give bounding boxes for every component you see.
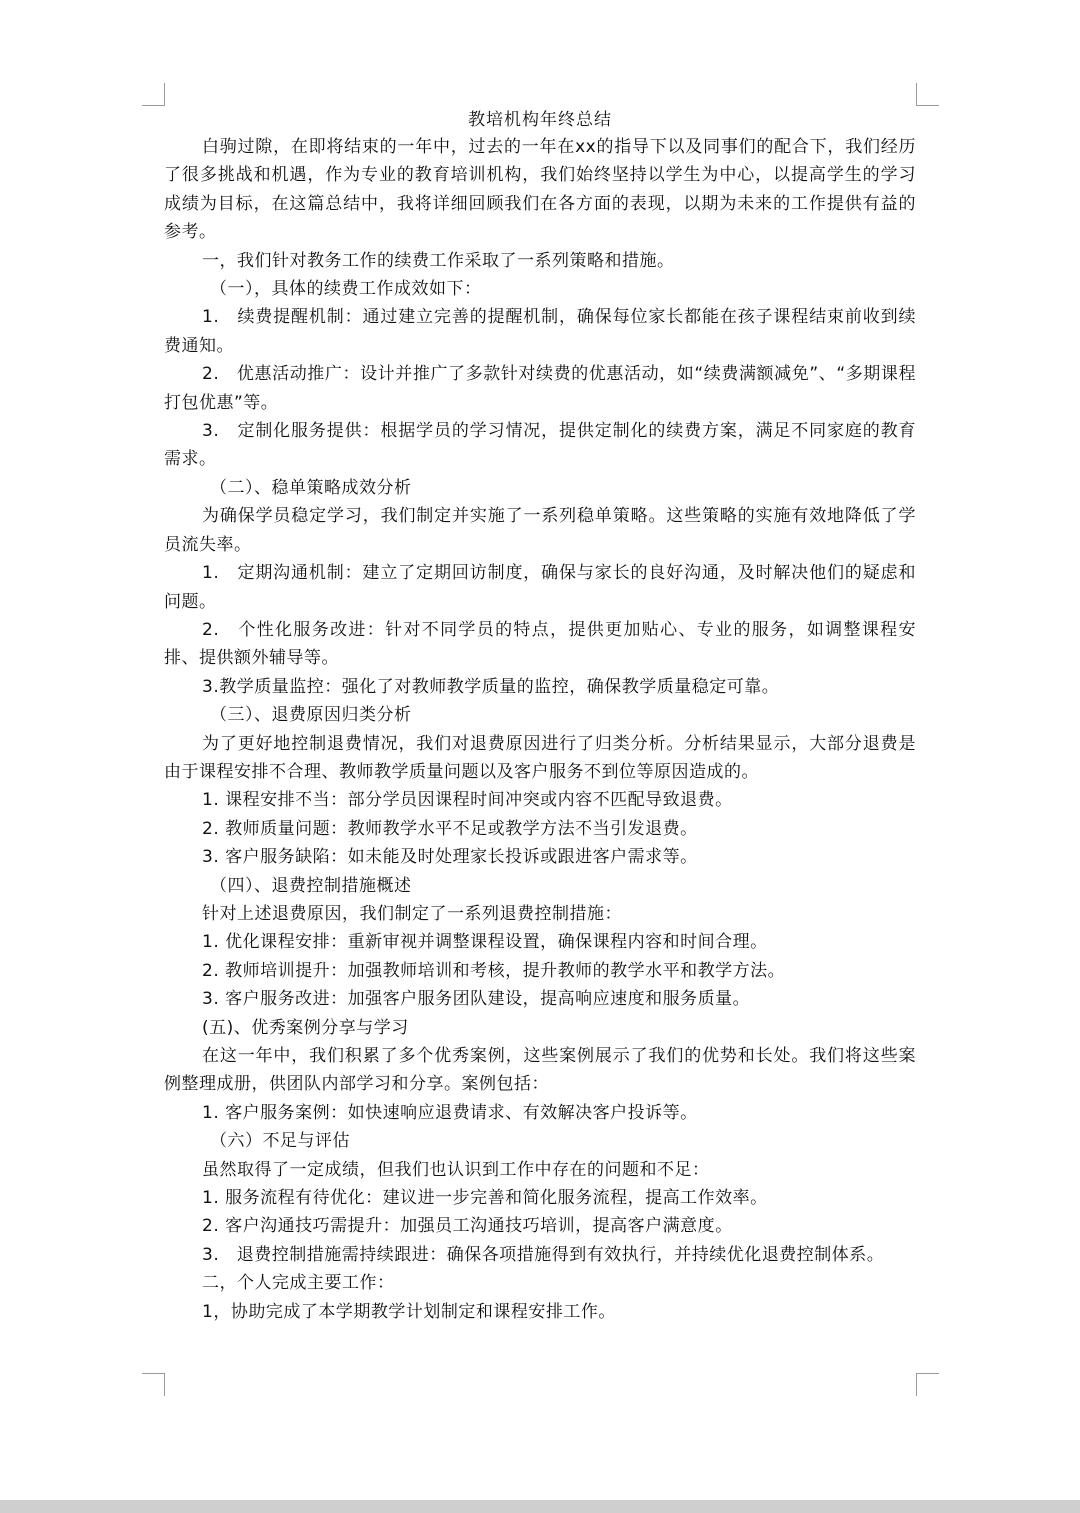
crop-mark-top-right [916,83,939,106]
list-item: 2. 个性化服务改进：针对不同学员的特点，提供更加贴心、专业的服务，如调整课程安排、提供额外辅导等。 [164,619,916,669]
document-title: 教培机构年终总结 [468,110,612,130]
list-item: 3. 定制化服务提供：根据学员的学习情况，提供定制化的续费方案，满足不同家庭的教育需求。 [164,421,916,470]
list-item: 3. 客户服务改进：加强客户服务团队建设，提高响应速度和服务质量。 [202,989,751,1010]
document-body [164,133,916,1326]
paragraph: 针对上述退费原因，我们制定了一系列退费控制措施： [202,903,622,924]
list-item: 1. 优化课程安排：重新审视并调整课程设置，确保课程内容和时间合理。 [202,932,768,953]
list-item: 1，协助完成了本学期教学计划制定和课程安排工作。 [202,1301,616,1322]
list-item: 1. 服务流程有待优化：建议进一步完善和简化服务流程，提高工作效率。 [202,1188,768,1209]
subsection-heading-2: （二）、稳单策略成效分析 [210,477,412,498]
paragraph: 虽然取得了一定成绩，但我们也认识到工作中存在的问题和不足： [202,1159,710,1180]
paragraph: 为了更好地控制退费情况，我们对退费原因进行了归类分析。分析结果显示，大部分退费是由于课程安排不合理、教师教学质量问题以及客户服务不到位等原因造成的。 [164,733,916,782]
paragraph: 在这一年中，我们积累了多个优秀案例，这些案例展示了我们的优势和长处。我们将这些案例整理成册，供团队内部学习和分享。案例包括： [164,1046,916,1095]
list-item: 2. 教师培训提升：加强教师培训和考核，提升教师的教学水平和教学方法。 [202,960,786,981]
subsection-heading-3: （三）、退费原因归类分析 [210,705,412,726]
section-heading-1: 一，我们针对教务工作的续费工作采取了一系列策略和措施。 [202,250,675,271]
list-item: 3. 客户服务缺陷：如未能及时处理家长投诉或跟进客户需求等。 [202,847,698,868]
crop-mark-top-left [142,83,165,106]
subsection-heading-4: （四）、退费控制措施概述 [210,875,412,896]
subsection-heading-6: （六）不足与评估 [210,1131,350,1152]
list-item: 1. 课程安排不当：部分学员因课程时间冲突或内容不匹配导致退费。 [202,790,733,811]
list-item: 1. 客户服务案例：如快速响应退费请求、有效解决客户投诉等。 [202,1102,698,1123]
list-item: 2. 客户沟通技巧需提升：加强员工沟通技巧培训，提高客户满意度。 [202,1216,733,1237]
list-item: 1. 定期沟通机制：建立了定期回访制度，确保与家长的良好沟通，及时解决他们的疑虑和问题。 [164,563,916,612]
crop-mark-bottom-right [916,1373,939,1396]
crop-mark-bottom-left [142,1373,165,1396]
subsection-heading-1: （一），具体的续费工作成效如下： [210,279,482,300]
paragraph: 为确保学员稳定学习，我们制定并实施了一系列稳单策略。这些策略的实施有效地降低了学员流失率。 [164,506,916,555]
list-item: 3. 退费控制措施需持续跟进：确保各项措施得到有效执行，并持续优化退费控制体系。 [202,1244,885,1265]
bottom-scroll-bar [0,1500,1080,1513]
subsection-heading-5: (五)、优秀案例分享与学习 [202,1017,409,1038]
list-item: 2. 教师质量问题：教师教学水平不足或教学方法不当引发退费。 [202,818,698,839]
list-item: 3.教学质量监控：强化了对教师教学质量的监控，确保教学质量稳定可靠。 [202,676,780,697]
list-item: 1. 续费提醒机制：通过建立完善的提醒机制，确保每位家长都能在孩子课程结束前收到续费通知。 [164,307,916,356]
list-item: 2. 优惠活动推广：设计并推广了多款针对续费的优惠活动，如“续费满额减免”、“多期课程打包优惠”等。 [164,364,916,413]
section-heading-2: 二，个人完成主要工作： [202,1273,395,1294]
paragraph-intro: 白驹过隙，在即将结束的一年中，过去的一年在xx的指导下以及同事们的配合下，我们经历了很多挑战和机遇，作为专业的教育培训机构，我们始终坚持以学生为中心，以提高学生的学习成绩为目标，在这篇总结中，我将详细回顾我们在各方面的表现，以期为未来的工作提供有益的参考。 [164,137,916,243]
